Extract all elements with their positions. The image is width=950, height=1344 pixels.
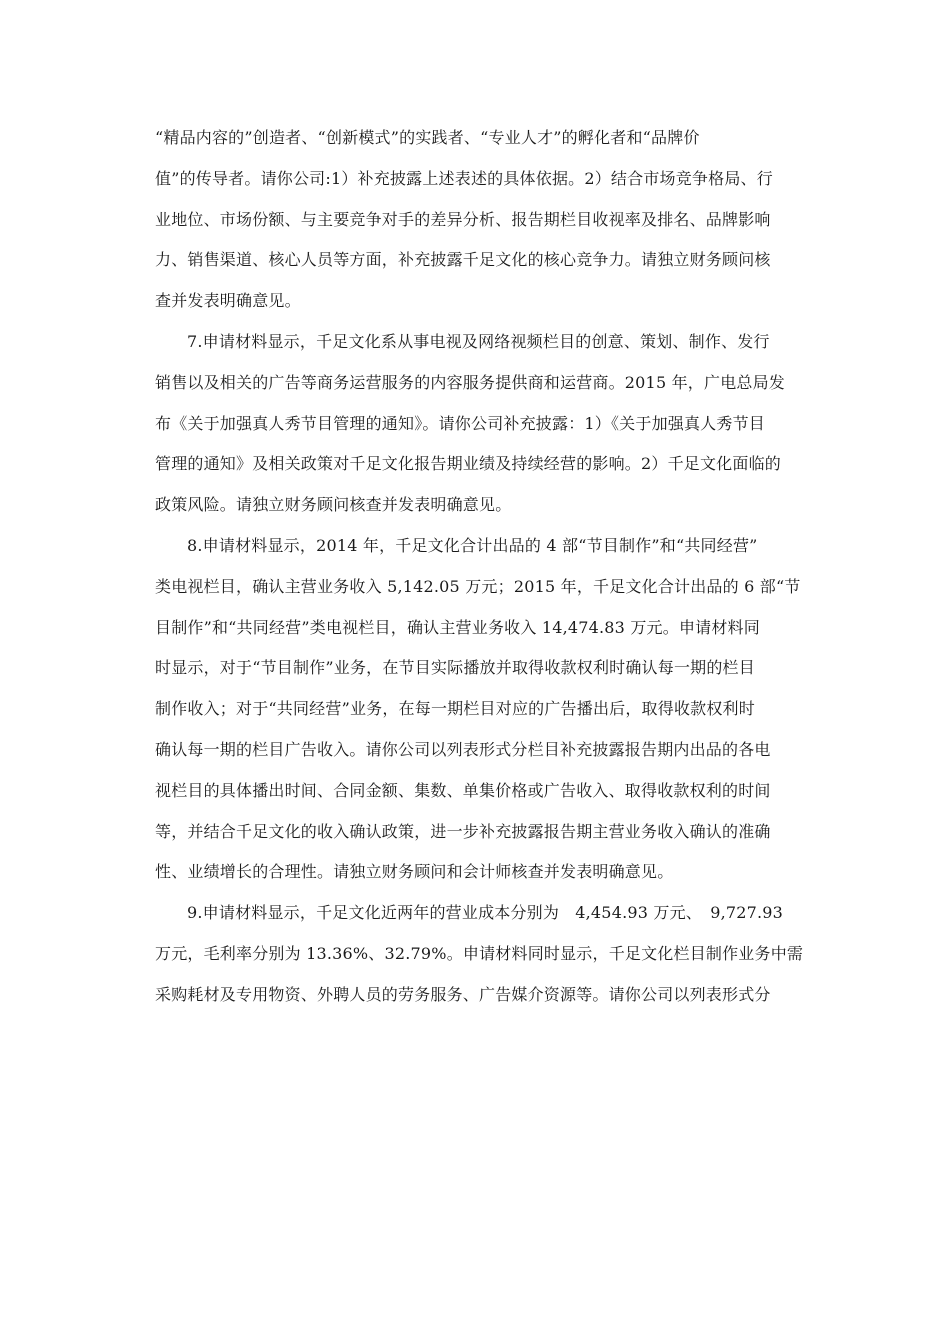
text-line: 业地位、市场份额、与主要竞争对手的差异分析、报告期栏目收视率及排名、品牌影响 — [155, 209, 771, 229]
text-line: 类电视栏目，确认主营业务收入 5,142.05 万元；2015 年，千足文化合计出品的 6 部“节 — [155, 576, 801, 596]
text-line: 目制作”和“共同经营”类电视栏目，确认主营业务收入 14,474.83 万元。申请材料同 — [155, 617, 760, 637]
text-line: 布《关于加强真人秀节目管理的通知》。请你公司补充披露：1）《关于加强真人秀节目 — [155, 413, 765, 433]
text-line: 制作收入；对于“共同经营”业务，在每一期栏目对应的广告播出后，取得收款权利时 — [155, 699, 755, 719]
text-line: 值”的传导者。请你公司:1）补充披露上述表述的具体依据。2）结合市场竞争格局、行 — [155, 168, 773, 188]
text-line: “精品内容的”创造者、“创新模式”的实践者、“专业人才”的孵化者和“品牌价 — [155, 128, 700, 147]
text-line: 确认每一期的栏目广告收入。请你公司以列表形式分栏目补充披露报告期内出品的各电 — [155, 739, 771, 759]
document-body — [155, 118, 804, 1016]
text-line: 视栏目的具体播出时间、合同金额、集数、单集价格或广告收入、取得收款权利的时间 — [155, 780, 771, 800]
text-line: 政策风险。请独立财务顾问核查并发表明确意见。 — [155, 495, 512, 515]
text-line: 万元，毛利率分别为 13.36%、32.79%。申请材料同时显示，千足文化栏目制作业务中需 — [155, 943, 804, 963]
text-line: 等，并结合千足文化的收入确认政策，进一步补充披露报告期主营业务收入确认的准确 — [155, 821, 771, 841]
text-line: 采购耗材及专用物资、外聘人员的劳务服务、广告媒介资源等。请你公司以列表形式分 — [155, 984, 771, 1004]
text-line: 查并发表明确意见。 — [155, 291, 301, 311]
text-line: 管理的通知》及相关政策对千足文化报告期业绩及持续经营的影响。2）千足文化面临的 — [155, 454, 781, 474]
text-line: 销售以及相关的广告等商务运营服务的内容服务提供商和运营商。2015 年，广电总局发 — [155, 372, 786, 392]
text-line: 时显示，对于“节目制作”业务，在节目实际播放并取得收款权利时确认每一期的栏目 — [155, 658, 755, 678]
text-line: 力、销售渠道、核心人员等方面，补充披露千足文化的核心竞争力。请独立财务顾问核 — [155, 250, 771, 270]
paragraph-start-line: 7.申请材料显示，千足文化系从事电视及网络视频栏目的创意、策划、制作、发行 — [187, 331, 770, 351]
paragraph-start-line: 8.申请材料显示，2014 年，千足文化合计出品的 4 部“节目制作”和“共同经营” — [187, 535, 758, 555]
paragraph-start-line: 9.申请材料显示，千足文化近两年的营业成本分别为 4,454.93 万元、 9,727.93 — [187, 903, 784, 923]
text-line: 性、业绩增长的合理性。请独立财务顾问和会计师核查并发表明确意见。 — [155, 862, 674, 882]
